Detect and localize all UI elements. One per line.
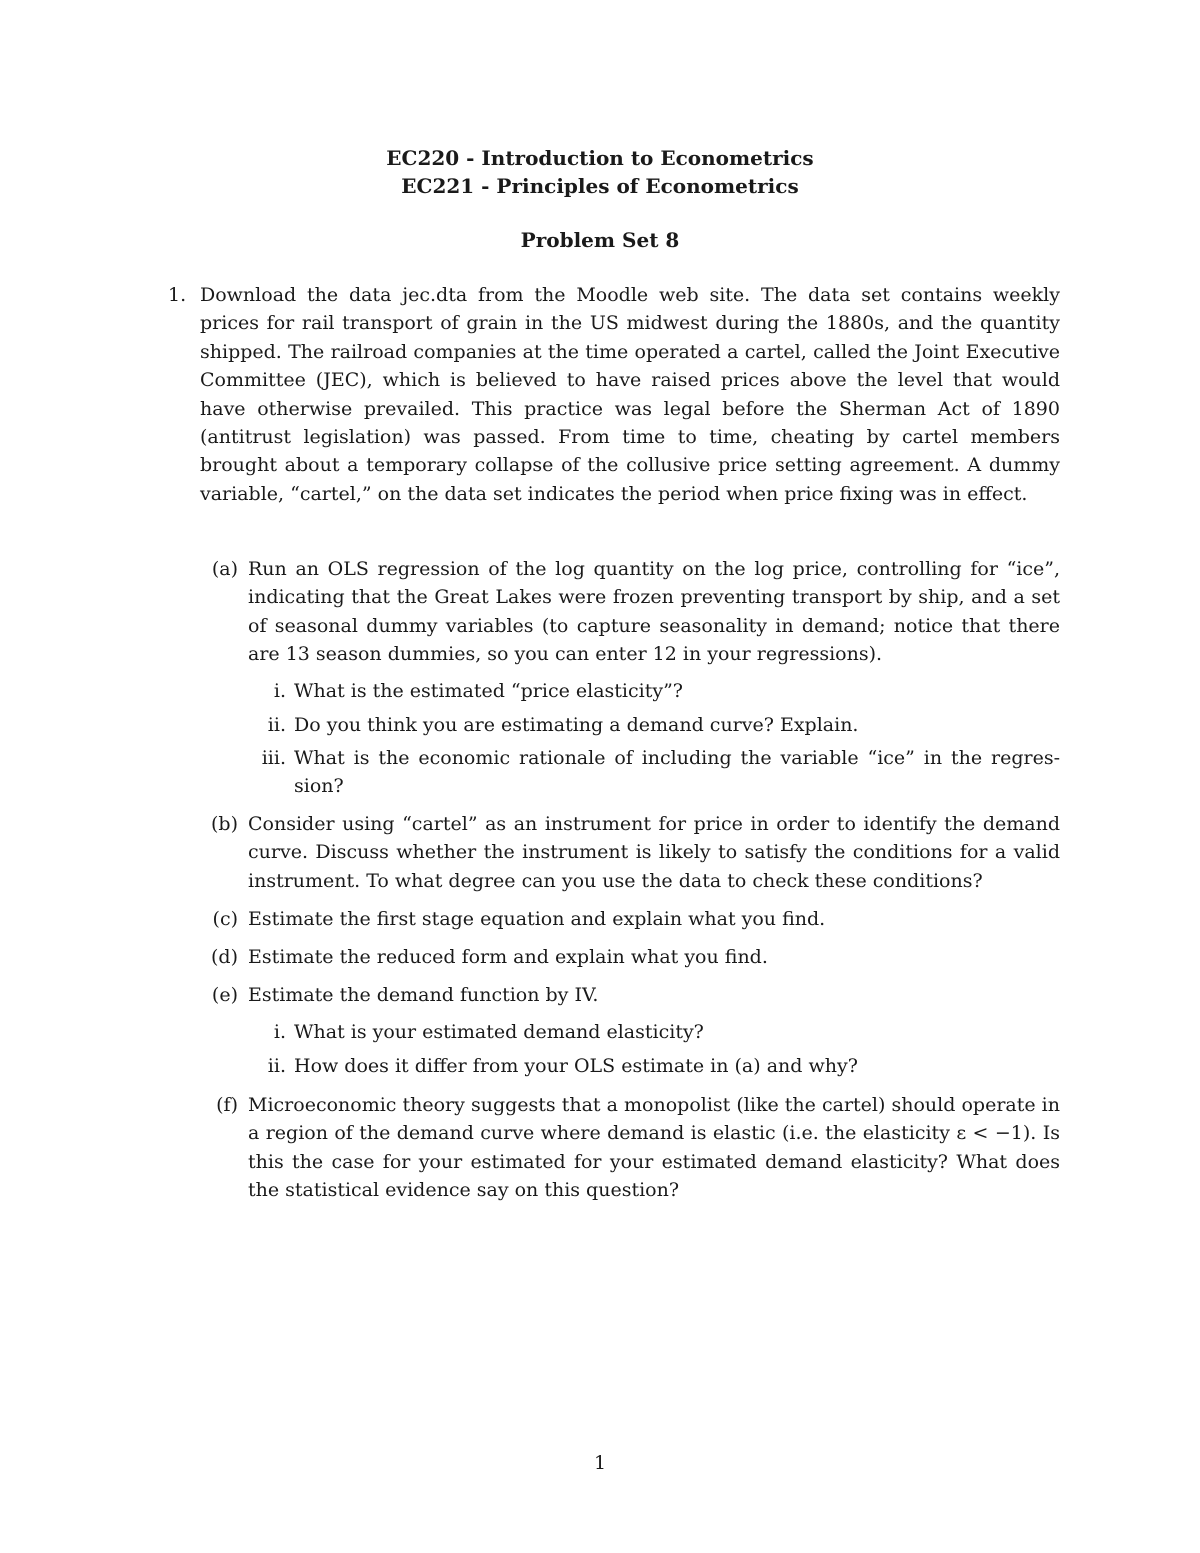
- part-d-label: (d): [211, 946, 238, 968]
- part-a-iii-label: iii.: [261, 747, 286, 769]
- part-e-ii-text: How does it differ from your OLS estimate in (a) and why?: [294, 1055, 858, 1077]
- problem-set-title: Problem Set 8: [520, 228, 680, 252]
- part-f-text: Microeconomic theory suggests that a monopolist (like the cartel) should operate in a region of the demand curve where demand is elastic (i.e. the elasticity ε < −1). Is this the case for your estimated for your estimated demand elasticity? What does the statistical evidence say on this question?: [248, 1094, 1060, 1202]
- question-1-text: Download the data jec.dta from the Moodle web site. The data set contains weekly prices for rail transport of grain in the US midwest during the 1880s, and the quantity shipped. The railroad companies at the time operated a cartel, called the Joint Executive Committee (JEC), which is believed to have raised prices above the level that would have otherwise prevailed. This practice was legal before the Sherman Act of 1890 (antitrust legislation) was passed. From time to time, cheating by cartel members brought about a temporary collapse of the collusive price setting agreement. A dummy variable, “cartel,” on the data set indicates the period when price fixing was in effect.: [200, 284, 1060, 505]
- part-a-ii-label: ii.: [267, 714, 286, 736]
- part-c-text: Estimate the first stage equation and explain what you find.: [248, 908, 826, 930]
- part-a-label: (a): [211, 558, 238, 580]
- part-e-i-text: What is your estimated demand elasticity?: [294, 1021, 704, 1043]
- part-a-text: Run an OLS regression of the log quantity on the log price, controlling for “ice”, indicating that the Great Lakes were frozen preventing transport by ship, and a set of seasonal dummy variables (to capture seasonality in demand; notice that there are 13 season dummies, so you can enter 12 in your regressions).: [248, 558, 1060, 666]
- part-f-label: (f): [216, 1094, 238, 1116]
- part-c-label: (c): [212, 908, 238, 930]
- page-number: 1: [593, 1452, 607, 1474]
- part-a-ii-text: Do you think you are estimating a demand curve? Explain.: [294, 714, 859, 736]
- part-b-text: Consider using “cartel” as an instrument for price in order to identify the demand curve. Discuss whether the instrument is likely to satisfy the conditions for a valid instrument. To what degree can you use the data to check these conditions?: [248, 813, 1060, 892]
- part-b-label: (b): [211, 813, 238, 835]
- part-e-label: (e): [211, 984, 238, 1006]
- part-a-i-label: i.: [273, 680, 286, 702]
- part-e-i-label: i.: [273, 1021, 286, 1043]
- part-d-text: Estimate the reduced form and explain what you find.: [248, 946, 768, 968]
- part-e-text: Estimate the demand function by IV.: [248, 984, 599, 1006]
- part-a-i-text: What is the estimated “price elasticity”?: [294, 680, 683, 702]
- question-number: 1.: [168, 284, 187, 306]
- course-title-ec220: EC220 - Introduction to Econometrics: [386, 146, 814, 170]
- part-e-ii-label: ii.: [267, 1055, 286, 1077]
- course-title-ec221: EC221 - Principles of Econometrics: [401, 174, 799, 198]
- part-a-iii-text: What is the economic rationale of including the variable “ice” in the regres- sion?: [294, 747, 1060, 798]
